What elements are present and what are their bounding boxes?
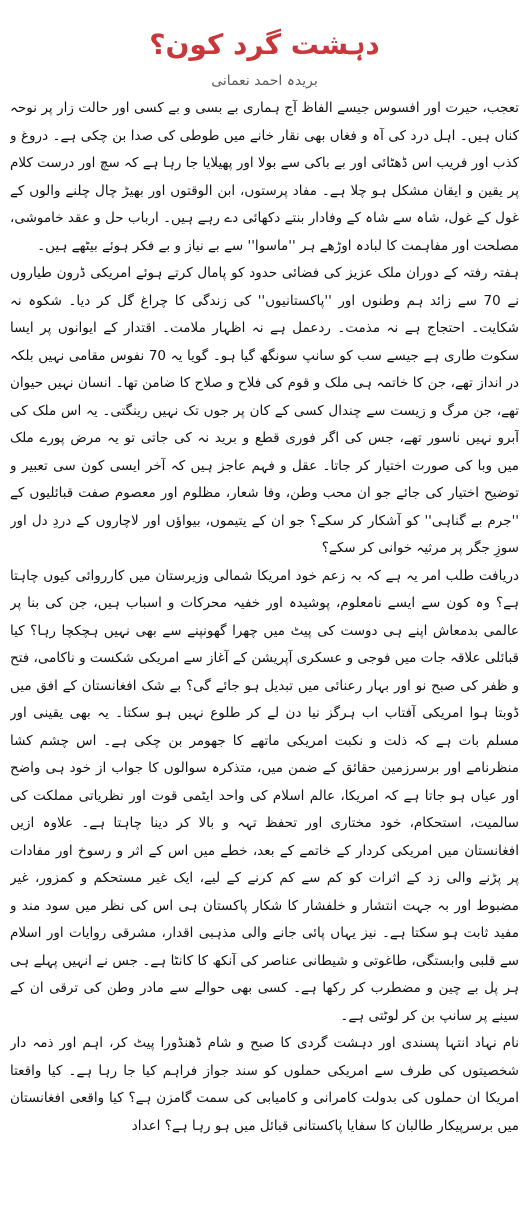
article-body bbox=[10, 95, 519, 1203]
paragraph-2: ہفتہ رفتہ کے دوران ملک عزیز کی فضائی حدود کو پامال کرتے ہوئے امریکی ڈرون طیاروں نے 70 سے زائد ہم وطنوں اور ''پاکستانیوں'' کی زندگی کا چراغ گل کر دیا۔ شکوہ نہ شکایت۔ احتجاج ہے نہ مذمت۔ ردعمل ہے نہ اظہار ملامت۔ اقتدار کے ایوانوں پر ایسا سکوت طاری ہے جیسے سب کو سانپ سونگھ گیا ہو۔ گویا یہ 70 نفوس مقامی نہیں بلکہ در انداز تھے، جن کا خاتمہ ہی ملک و قوم کی فلاح و صلاح کا ضامن تھا۔ انسان نہیں حیوان تھے، جن مرگ و زیست سے چندال کسی کے کان پر جوں تک نہیں رینگتی۔ یہ اس ملک کی آبرو نہیں ناسور تھے، جس کی اگر فوری قطع و برید نہ کی جاتی تو یہ مرض پورے ملک میں وبا کی صورت اختیار کر جاتا۔ عقل و فہم عاجز ہیں کہ آخر ایسی کون سی تعبیر و توضیح اختیار کی جائے جو ان محب وطن، وفا شعار، مظلوم اور معصوم صفت قبائلیوں کے ''جرم بے گناہی'' کو آشکار کر سکے؟ جو ان کے یتیموں، بیواؤں اور لاچاروں کے دردِ دل اور سوزِ جگر پر مرثیہ خوانی کر سکے؟ bbox=[10, 265, 519, 556]
paragraph-1: تعجب، حیرت اور افسوس جیسے الفاظ آج ہماری بے بسی و بے کسی اور حالت زار پر نوحہ کناں ہیں۔ اہل درد کی آہ و فغاں بھی نقار خانے میں طوطی کی صدا بن چکی ہے۔ دروغ و کذب اور فریب اس ڈھٹائی اور بے باکی سے بولا اور پھیلایا جا رہا ہے کہ سچ اور درست کلام پر یقین و ایقان مشکل ہو چلا ہے۔ مفاد پرستوں، ابن الوقتوں اور بھیڑ چال چلنے والوں کے غول کے غول، شاہ سے شاہ کے وفادار بنتے دکھائی دے رہے ہیں۔ ارباب حل و عقد خاموشی، مصلحت اور مفاہمت کا لبادہ اوڑھے ہر ''ماسوا'' سے بے نیاز و بے فکر ہوئے بیٹھے ہیں۔ bbox=[10, 100, 519, 254]
paragraph-3: دریافت طلب امر یہ ہے کہ بہ زعم خود امریکا شمالی وزیرستان میں کارروائی کیوں چاہتا ہے؟ وہ کون سے ایسے نامعلوم، پوشیدہ اور خفیہ محرکات و اسباب ہیں، جن کی بنا پر عالمی بدمعاش اپنے ہی دوست کی پیٹ میں چھرا گھونپنے سے بھی نہیں ہچکچا رہا؟ کیا قبائلی علاقہ جات میں فوجی و عسکری آپریشن کے آغاز سے امریکی شکست و ناکامی، فتح و ظفر کی صبح نو اور بہار رعنائی میں تبدیل ہو جائے گی؟ بے شک افغانستان کے افق میں ڈوبتا ہوا امریکی آفتاب اب ہرگز نیا دن لے کر طلوع نہیں ہو سکتا۔ یہ بھی یقینی اور مسلم بات ہے کہ ذلت و نکبت امریکی ماتھے کا جھومر بن چکی ہے۔ اس چشم کشا منظرنامے اور برسرزمین حقائق کے ضمن میں، متذکرہ سوالوں کا جواب از خود ہی واضح اور عیاں ہو جاتا ہے کہ امریکا، عالم اسلام کی واحد ایٹمی قوت اور نظریاتی مملکت کی سالمیت، استحکام، خود مختاری اور تحفظ تہہ و بالا کر دینا چاہتا ہے۔ علاوہ ازیں افغانستان میں امریکی کردار کے خاتمے کے بعد، خطے میں اس کے اثر و رسوخ اور مفادات پر پڑنے والی زد کے اثرات کو کم سے کم کرنے کے لیے، ایک غیر مستحکم و کمزور، غیر مضبوط اور بہ جہت انتشار و خلفشار کا شکار پاکستان ہی اس کی نظر میں سود مند و مفید ثابت ہو سکتا ہے۔ نیز یہاں پائی جانے والی مذہبی اقدار، مشرقی روایات اور اسلام سے قلبی وابستگی، طاغوتی و شیطانی عناصر کی آنکھ کا کانٹا ہے۔ جس نے انہیں پہلے ہی ہر پل بے چین و مضطرب کر رکھا ہے۔ کسی بھی حوالے سے مادر وطن کی ترقی ان کے سینے پر سانپ بن کر لوٹتی ہے۔ bbox=[10, 567, 519, 1024]
article-title: دہشت گرد کون؟ bbox=[149, 28, 380, 61]
paragraph-4: نام نہاد انتہا پسندی اور دہشت گردی کا صبح و شام ڈھنڈورا پیٹ کر، اہم اور ذمہ دار شخصیتوں کی طرف سے امریکی حملوں کو سند جواز فراہم کیا جا رہا ہے۔ کیا واقعتا امریکا ان حملوں کی بدولت کامرانی و کامیابی کی سمت گامزن ہے؟ کیا واقعی افغانستان میں برسرپیکار طالبان کا سفایا پاکستانی قبائل میں ہو رہا ہے؟ اعداد bbox=[10, 1035, 519, 1134]
author-byline: بریدہ احمد نعمانی bbox=[211, 73, 318, 89]
